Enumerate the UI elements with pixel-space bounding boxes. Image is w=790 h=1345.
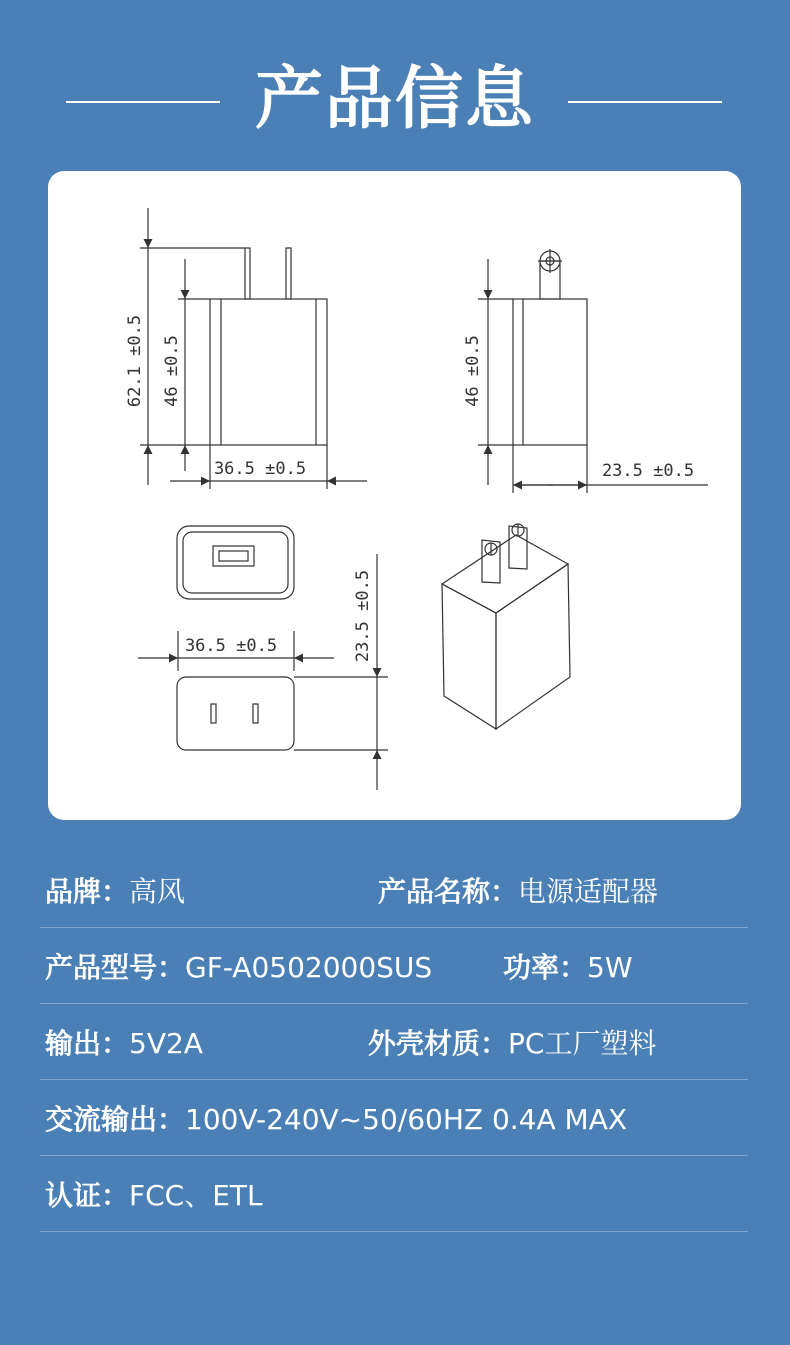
front-body-height-label: 46 ±0.5 xyxy=(162,335,182,407)
dimension-drawing xyxy=(48,171,741,820)
spec-model: 产品型号：GF-A0502000SUS xyxy=(45,951,433,984)
spec-row xyxy=(40,1004,748,1080)
usb-port-view xyxy=(177,526,294,599)
spec-row xyxy=(40,1080,748,1156)
front-width-label: 36.5 ±0.5 xyxy=(213,459,307,479)
spec-row xyxy=(40,852,748,928)
isometric-view xyxy=(442,524,570,729)
prong-face-view xyxy=(138,554,388,790)
bottom-depth-label: 23.5 ±0.5 xyxy=(353,569,373,663)
spec-brand: 品牌：高风 xyxy=(45,875,186,908)
bottom-width-label: 36.5 ±0.5 xyxy=(184,636,278,656)
spec-product-name: 产品名称：电源适配器 xyxy=(378,875,659,908)
page-title: 产品信息 xyxy=(254,60,535,139)
spec-output: 输出：5V2A xyxy=(45,1027,203,1060)
spec-housing-material: 外壳材质：PC工厂塑料 xyxy=(368,1027,657,1060)
side-view xyxy=(478,249,708,493)
side-depth-label: 23.5 ±0.5 xyxy=(601,461,695,481)
side-height-label: 46 ±0.5 xyxy=(463,335,483,407)
spec-power: 功率：5W xyxy=(503,951,633,984)
spec-ac-output: 交流输出：100V-240V~50/60HZ 0.4A MAX xyxy=(45,1103,628,1136)
spec-row xyxy=(40,1156,748,1232)
spec-certification: 认证：FCC、ETL xyxy=(45,1179,263,1212)
spec-table xyxy=(40,852,748,1232)
title-row xyxy=(0,60,790,140)
spec-row xyxy=(40,928,748,1004)
title-divider-right xyxy=(568,101,722,103)
front-total-height-label: 62.1 ±0.5 xyxy=(125,314,145,408)
technical-drawing-card xyxy=(48,171,741,820)
